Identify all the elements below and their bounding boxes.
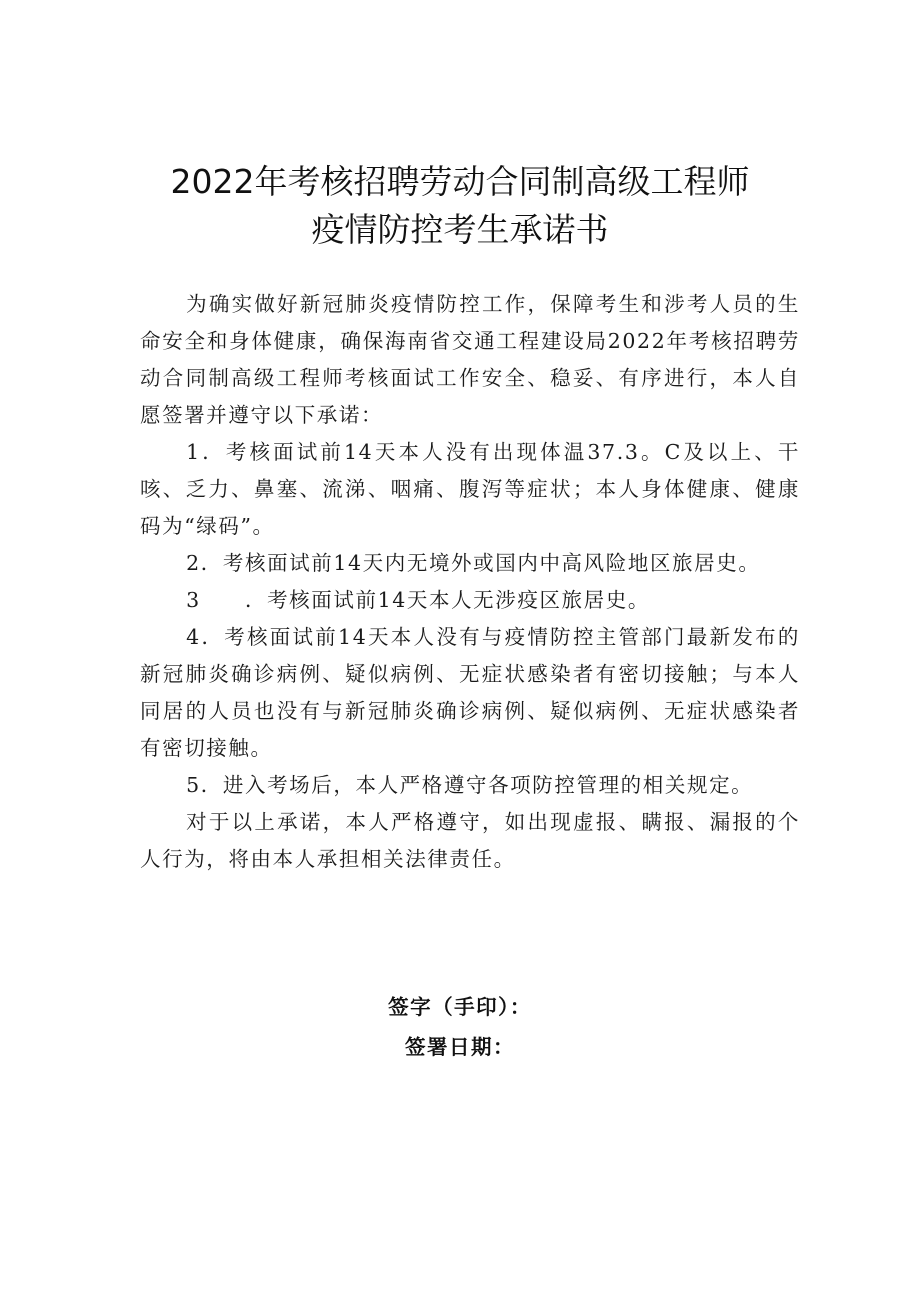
closing-paragraph: 对于以上承诺，本人严格遵守，如出现虚报、瞒报、漏报的个人行为，将由本人承担相关法律责任。 [140,810,800,871]
commitment-item-5: 5．进入考场后，本人严格遵守各项防控管理的相关规定。 [186,773,754,797]
commitment-item-1: 1．考核面试前14天本人没有出现体温37.3。C及以上、干咳、乏力、鼻塞、流涕、咽痛、腹泻等症状；本人身体健康、健康码为“绿码”。 [140,440,800,538]
signing-date-label: 签署日期： [405,1035,515,1059]
commitment-item-4: 4．考核面试前14天本人没有与疫情防控主管部门最新发布的新冠肺炎确诊病例、疑似病例、无症状感染者有密切接触；与本人同居的人员也没有与新冠肺炎确诊病例、疑似病例、无症状感染者有密切接触。 [140,625,800,760]
document-title-line-1: 2022年考核招聘劳动合同制高级工程师 [170,162,750,201]
commitment-item-3: 3 ．考核面试前14天本人无涉疫区旅居史。 [186,588,650,612]
document-body [140,286,800,878]
document-title-line-2: 疫情防控考生承诺书 [311,210,609,249]
signature-label: 签字（手印）： [388,995,532,1019]
intro-paragraph: 为确实做好新冠肺炎疫情防控工作，保障考生和涉考人员的生命安全和身体健康，确保海南省交通工程建设局2022年考核招聘劳动合同制高级工程师考核面试工作安全、稳妥、有序进行，本人自愿签署并遵守以下承诺： [140,292,800,427]
commitment-item-2: 2．考核面试前14天内无境外或国内中高风险地区旅居史。 [186,551,761,575]
